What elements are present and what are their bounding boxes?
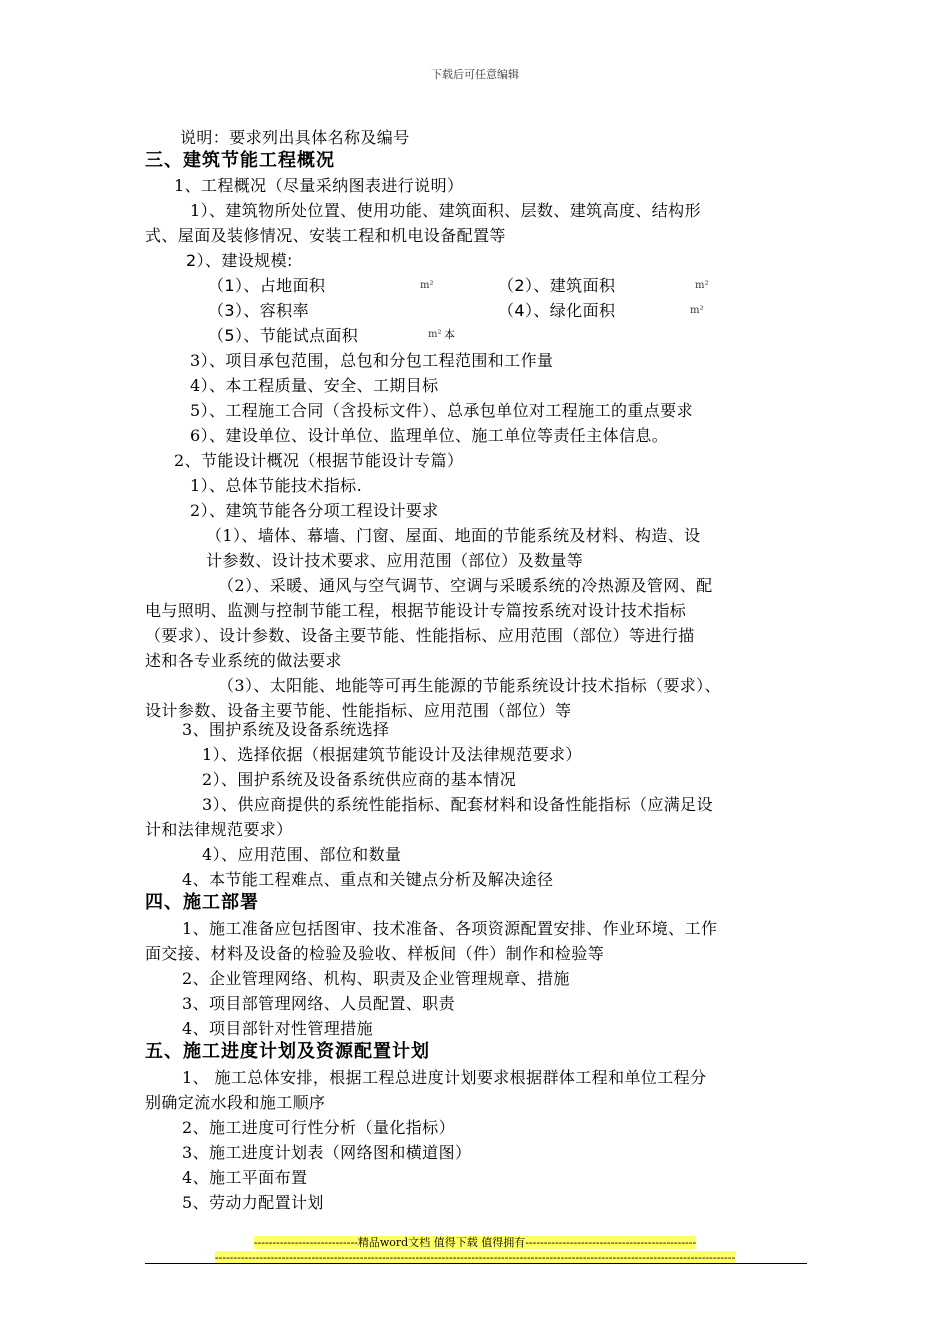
section-heading-3: 三、建筑节能工程概况 [145,150,335,171]
text-line: 2）、建设规模: [186,251,293,270]
text-line: （要求）、设计参数、设备主要节能、性能指标、应用范围（部位）等进行描 [145,626,695,645]
text-line: 4、施工平面布置 [182,1168,308,1187]
text-line: 设计参数、设备主要节能、性能指标、应用范围（部位）等 [145,701,572,720]
text-line: （3）、容积率 [208,301,309,320]
text-line: 3）、项目承包范围，总包和分包工程范围和工作量 [190,351,554,370]
text-line: （1）、墙体、幕墙、门窗、屋面、地面的节能系统及材料、构造、设 [206,526,701,545]
text-line: 3、项目部管理网络、人员配置、职责 [182,994,455,1013]
text-line: 3、围护系统及设备系统选择 [182,720,390,739]
text-line: 3、施工进度计划表（网络图和横道图） [182,1143,472,1162]
text-line: 5、劳动力配置计划 [182,1193,324,1212]
text-line: 4、本节能工程难点、重点和关键点分析及解决途径 [182,870,554,889]
text-line: 计参数、设计技术要求、应用范围（部位）及数量等 [206,551,584,570]
text-line: 2、施工进度可行性分析（量化指标） [182,1118,455,1137]
text-line: （3）、太阳能、地能等可再生能源的节能系统设计技术指标（要求）、 [218,676,721,695]
text-line: 2、企业管理网络、机构、职责及企业管理规章、措施 [182,969,570,988]
text-line: 2）、建筑节能各分项工程设计要求 [190,501,439,520]
text-line: 述和各专业系统的做法要求 [145,651,342,670]
unit-label: m² [420,280,434,291]
footer-line-2: -------------------------------------------------------------------------------------------------------------------------------------------- [214,1251,736,1264]
text-line: 1）、总体节能技术指标. [190,476,363,495]
text-line: 1、施工准备应包括图审、技术准备、各项资源配置安排、作业环境、工作 [182,919,718,938]
text-fragment: 本 [444,328,455,341]
text-line: 3）、供应商提供的系统性能指标、配套材料和设备性能指标（应满足设 [202,795,713,814]
text-line: 计和法律规范要求） [145,820,293,839]
footer-line-1: ----------------------------精品word文档 值得下载 值得拥有---------------------------------------------- [253,1236,697,1249]
text-line: 4、项目部针对性管理措施 [182,1019,373,1038]
text-line: 4）、本工程质量、安全、工期目标 [190,376,439,395]
text-line: （2）、采暖、通风与空气调节、空调与采暖系统的冷热源及管网、配 [218,576,713,595]
text-line: （2）、建筑面积 [498,276,616,295]
text-line: 4）、应用范围、部位和数量 [202,845,402,864]
unit-label: m² [690,305,704,316]
text-line: 别确定流水段和施工顺序 [145,1093,326,1112]
text-line: （5）、节能试点面积 [208,326,359,345]
text-line: 6）、建设单位、设计单位、监理单位、施工单位等责任主体信息。 [190,426,669,445]
text-line: 1）、建筑物所处位置、使用功能、建筑面积、层数、建筑高度、结构形 [190,201,701,220]
text-line: （1）、占地面积 [208,276,326,295]
text-line: 1、工程概况（尽量采纳图表进行说明） [174,176,464,195]
text-line: 5）、工程施工合同（含投标文件）、总承包单位对工程施工的重点要求 [190,401,693,420]
text-line: 1、 施工总体安排，根据工程总进度计划要求根据群体工程和单位工程分 [182,1068,707,1087]
page-header: 下载后可任意编辑 [431,68,519,81]
text-line: 1）、选择依据（根据建筑节能设计及法律规范要求） [202,745,582,764]
unit-label: m² [695,280,709,291]
section-heading-4: 四、施工部署 [145,892,259,913]
text-line: 2）、围护系统及设备系统供应商的基本情况 [202,770,517,789]
text-line: （4）、绿化面积 [498,301,616,320]
note-line: 说明：要求列出具体名称及编号 [180,128,410,147]
text-line: 2、节能设计概况（根据节能设计专篇） [174,451,464,470]
section-heading-5: 五、施工进度计划及资源配置计划 [145,1041,430,1062]
footer-rule [145,1263,807,1264]
text-line: 电与照明、监测与控制节能工程，根据节能设计专篇按系统对设计技术指标 [145,601,687,620]
text-line: 式、屋面及装修情况、安装工程和机电设备配置等 [145,226,506,245]
unit-label: m² [428,329,442,340]
text-line: 面交接、材料及设备的检验及验收、样板间（件）制作和检验等 [145,944,605,963]
